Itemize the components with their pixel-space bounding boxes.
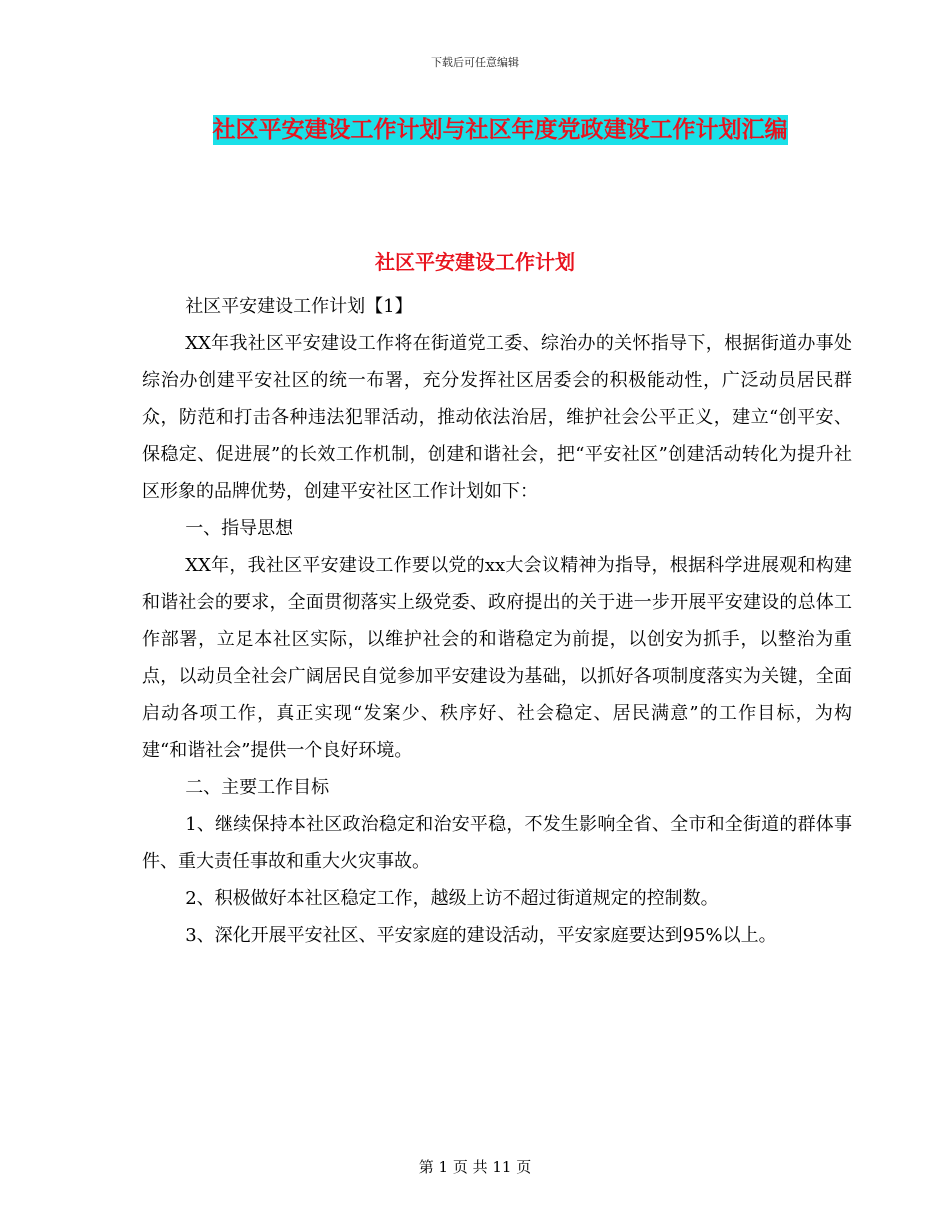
paragraph-intro: XX年我社区平安建设工作将在街道党工委、综治办的关怀指导下，根据街道办事处综治办创建平安社区的统一布署，充分发挥社区居委会的积极能动性，广泛动员居民群众，防范和打击各种违法犯罪活动，推动依法治居，维护社会公平正义，建立“创平安、保稳定、促进展”的长效工作机制，创建和谐社会，把“平安社区”创建活动转化为提升社区形象的品牌优势，创建平安社区工作计划如下： bbox=[142, 333, 852, 502]
heading-guiding-ideology: 一、指导思想 bbox=[185, 518, 294, 539]
heading-main-goals: 二、主要工作目标 bbox=[185, 777, 330, 798]
list-item-goal-2: 2、积极做好本社区稳定工作，越级上访不超过街道规定的控制数。 bbox=[185, 888, 719, 909]
list-item-goal-3: 3、深化开展平安社区、平安家庭的建设活动，平安家庭要达到95%以上。 bbox=[185, 925, 777, 946]
page-number-footer: 第 1 页 共 11 页 bbox=[418, 1158, 532, 1176]
page-header-note: 下载后可任意编辑 bbox=[431, 56, 519, 69]
list-item-goal-1: 1、继续保持本社区政治稳定和治安平稳，不发生影响全省、全市和全街道的群体事件、重大责任事故和重大火灾事故。 bbox=[142, 814, 852, 872]
paragraph-subtitle: 社区平安建设工作计划【1】 bbox=[185, 296, 413, 317]
main-title-text: 社区平安建设工作计划与社区年度党政建设工作计划汇编 bbox=[212, 117, 788, 143]
section-title: 社区平安建设工作计划 bbox=[375, 250, 575, 274]
document-main-title bbox=[120, 108, 880, 152]
document-body bbox=[142, 288, 852, 954]
paragraph-guiding-ideology: XX年，我社区平安建设工作要以党的xx大会议精神为指导，根据科学进展观和构建和谐社会的要求，全面贯彻落实上级党委、政府提出的关于进一步开展平安建设的总体工作部署，立足本社区实际，以维护社会的和谐稳定为前提，以创安为抓手，以整治为重点，以动员全社会广阔居民自觉参加平安建设为基础，以抓好各项制度落实为关键，全面启动各项工作，真正实现“发案少、秩序好、社会稳定、居民满意”的工作目标，为构建“和谐社会”提供一个良好环境。 bbox=[142, 555, 852, 761]
